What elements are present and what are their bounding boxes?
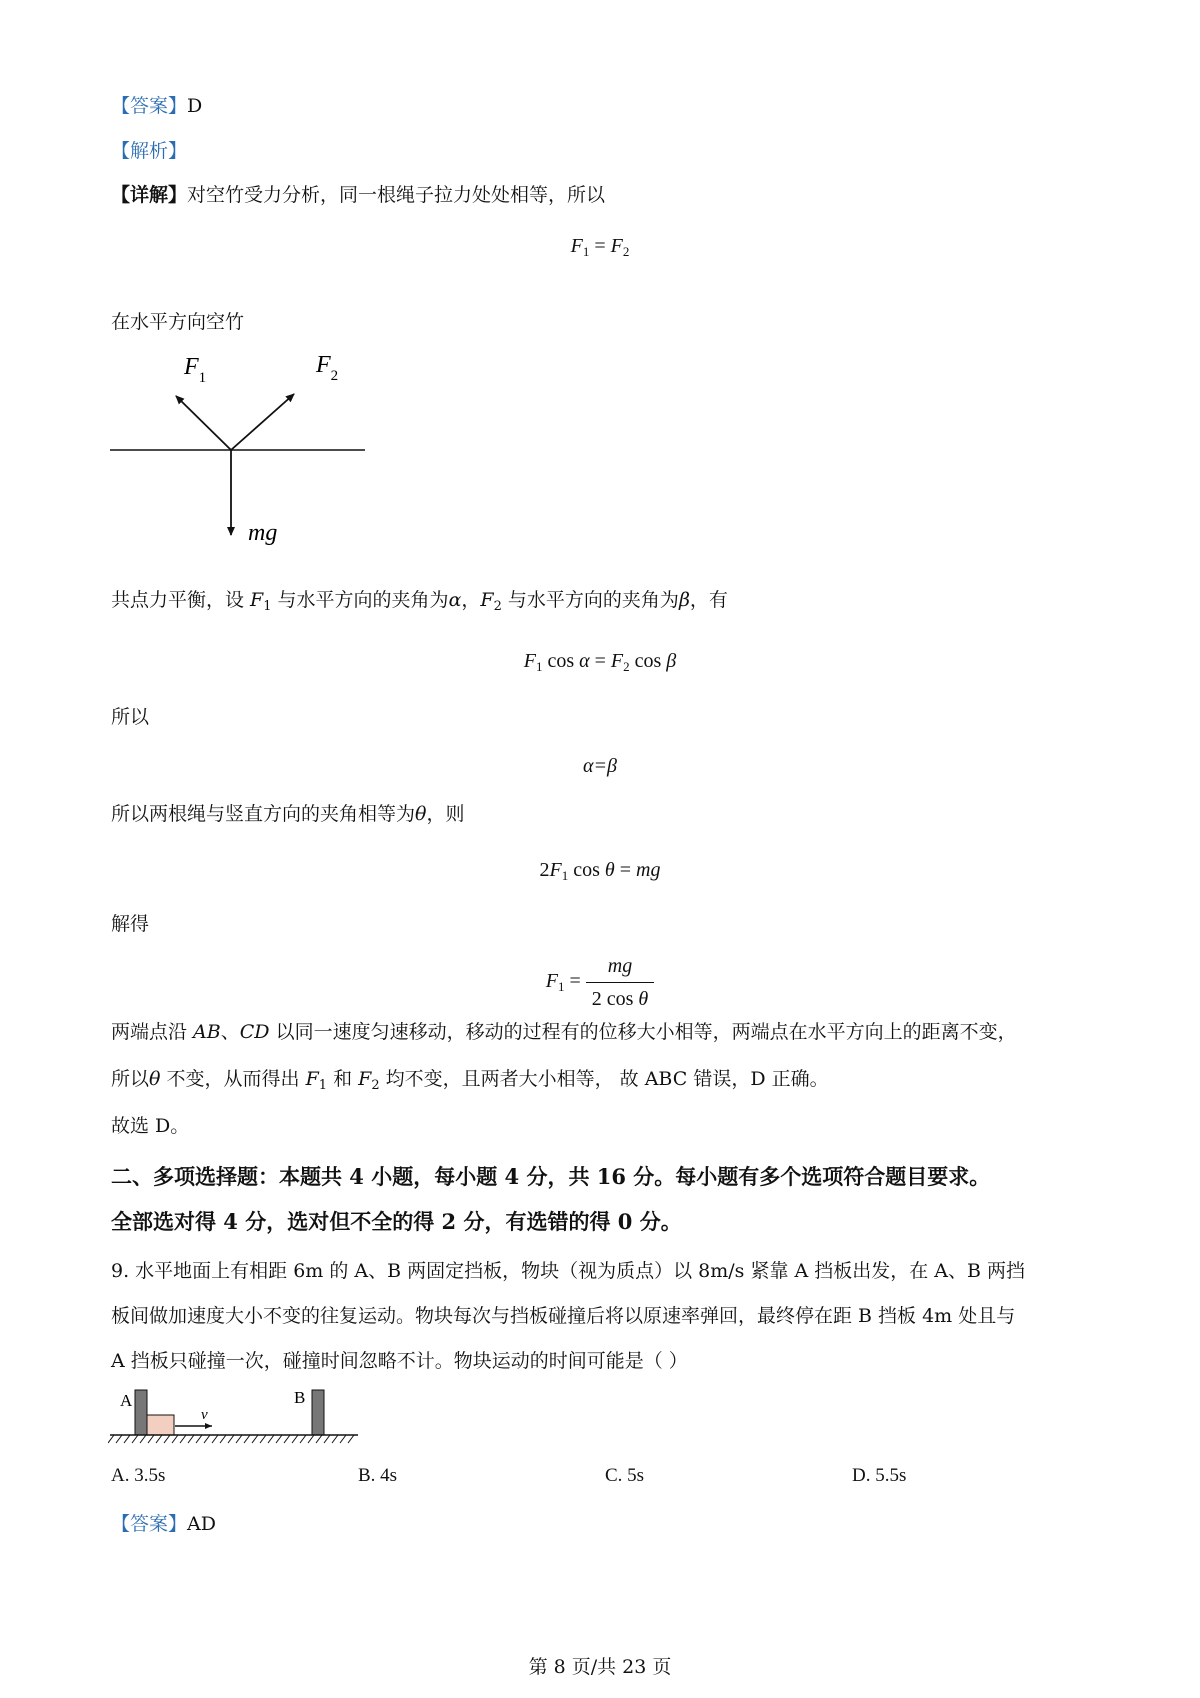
eq2-g: β <box>666 650 677 672</box>
eq2-e: F <box>610 650 624 672</box>
choose-text: 故选 D。 <box>111 1115 190 1137</box>
balance-f1: F <box>250 589 264 611</box>
balance-text <box>111 586 728 614</box>
horizontal-text: 在水平方向空竹 <box>111 311 245 333</box>
question-9-line-2: 板间做加速度大小不变的往复运动。物块每次与挡板碰撞后将以原速率弹回，最终停在距 B 挡板 4m 处且与 <box>111 1305 1016 1327</box>
detail-tag: 【详解】 <box>111 184 188 206</box>
f1-label: $F_1$ <box>184 354 207 386</box>
eq5-den-a: 2 cos <box>591 988 639 1010</box>
eq4-d: θ <box>604 859 615 881</box>
balance-p3: ， <box>461 589 481 611</box>
balance-alpha: α <box>448 589 462 611</box>
move1-ab: AB <box>193 1021 221 1043</box>
hatch-mark <box>148 1435 154 1443</box>
eq1-rhs: F <box>610 235 623 257</box>
eq4-c: cos <box>568 859 605 881</box>
hatch-mark <box>220 1435 226 1443</box>
answer-line <box>111 92 202 120</box>
eq5-lhs: F <box>545 970 558 993</box>
hatch-mark <box>332 1435 338 1443</box>
hatch-mark <box>276 1435 282 1443</box>
option-a: A. 3.5s <box>111 1465 166 1486</box>
ground-hatching <box>108 1435 354 1443</box>
answer-2-tag: 【答案】 <box>111 1513 188 1535</box>
detail-text: 对空竹受力分析，同一根绳子拉力处处相等，所以 <box>187 184 606 206</box>
answer-2-line <box>111 1510 216 1538</box>
question-9-diagram <box>108 1385 368 1447</box>
hatch-mark <box>180 1435 186 1443</box>
move2-f2: F <box>358 1068 372 1090</box>
hatch-mark <box>172 1435 178 1443</box>
barrier-b <box>312 1390 324 1435</box>
eq2-c: α <box>579 650 590 672</box>
eq5-numerator: mg <box>586 952 655 983</box>
balance-p4: 与水平方向的夹角为 <box>501 589 679 611</box>
balance-p2: 与水平方向的夹角为 <box>271 589 449 611</box>
move2-p2: 不变，从而得出 <box>160 1068 306 1090</box>
eq1-op: = <box>589 235 611 257</box>
label-a: A <box>120 1391 133 1410</box>
move2-theta: θ <box>149 1068 161 1090</box>
move2-p1: 所以 <box>111 1068 150 1090</box>
eq5-lhs-sub: 1 <box>557 979 565 995</box>
hatch-mark <box>252 1435 258 1443</box>
f1-arrow <box>176 396 231 450</box>
balance-f2: F <box>480 589 494 611</box>
eq2-f: cos <box>629 650 667 672</box>
hatch-mark <box>188 1435 194 1443</box>
section-title-line-1: 二、多项选择题：本题共 4 小题，每小题 4 分，共 16 分。每小题有多个选项符合题目要求。 <box>111 1164 991 1189</box>
eq5-den-b: θ <box>638 988 649 1010</box>
hatch-mark <box>228 1435 234 1443</box>
question-9-line-3: A 挡板只碰撞一次，碰撞时间忽略不计。物块运动的时间可能是（ ） <box>111 1350 688 1372</box>
section-title-line-2: 全部选对得 4 分，选对但不全的得 2 分，有选错的得 0 分。 <box>111 1209 682 1234</box>
hatch-mark <box>116 1435 122 1443</box>
page-footer: 第 8 页/共 23 页 <box>528 1656 672 1678</box>
hatch-mark <box>340 1435 346 1443</box>
hatch-mark <box>284 1435 290 1443</box>
equation-alpha-beta: α=β <box>583 755 617 777</box>
eq2-d: = <box>589 650 611 672</box>
barrier-a <box>135 1390 147 1435</box>
hatch-mark <box>292 1435 298 1443</box>
block <box>147 1415 174 1435</box>
label-b: B <box>294 1388 306 1407</box>
eq5-fraction <box>586 952 655 1013</box>
answer-2-value: AD <box>187 1513 216 1535</box>
eq2-e-sub: 2 <box>623 659 630 674</box>
balance-f1-sub: 1 <box>263 599 272 614</box>
hatch-mark <box>164 1435 170 1443</box>
question-9-line-1: 9. 水平地面上有相距 6m 的 A、B 两固定挡板，物块（视为质点）以 8m/s 紧靠 A 挡板出发，在 A、B 两挡 <box>111 1260 1026 1282</box>
hatch-mark <box>348 1435 354 1443</box>
label-v: v <box>201 1407 208 1423</box>
hatch-mark <box>260 1435 266 1443</box>
so-text: 所以 <box>111 706 150 728</box>
move2-f1: F <box>305 1068 319 1090</box>
theta-text <box>111 800 464 828</box>
theta-p2: ，则 <box>426 803 465 825</box>
move2-f2-sub: 2 <box>371 1078 380 1093</box>
equation-vertical-balance <box>0 856 1200 884</box>
eq4-b-sub: 1 <box>561 868 569 883</box>
theta-symbol: θ <box>415 803 427 825</box>
move2-p3: 和 <box>327 1068 359 1090</box>
hatch-mark <box>308 1435 314 1443</box>
hatch-mark <box>156 1435 162 1443</box>
move2-f1-sub: 1 <box>318 1078 328 1093</box>
hatch-mark <box>204 1435 210 1443</box>
hatch-mark <box>268 1435 274 1443</box>
theta-p1: 所以两根绳与竖直方向的夹角相等为 <box>111 803 416 825</box>
eq2-a: F <box>523 650 536 672</box>
eq2-b: cos <box>542 650 580 672</box>
option-c: C. 5s <box>605 1465 645 1486</box>
eq4-f: mg <box>636 859 661 881</box>
hatch-mark <box>124 1435 130 1443</box>
eq4-a: 2 <box>539 859 550 881</box>
balance-p1: 共点力平衡，设 <box>111 589 251 611</box>
equation-f1-solution <box>0 952 1200 1013</box>
f2-label: $F_2$ <box>316 352 339 384</box>
hatch-mark <box>244 1435 250 1443</box>
eq1-rhs-sub: 2 <box>622 244 630 259</box>
equation-horizontal-balance <box>0 647 1200 675</box>
solve-text: 解得 <box>111 913 150 935</box>
option-d: D. 5.5s <box>852 1465 907 1486</box>
balance-f2-sub: 2 <box>493 599 502 614</box>
move2-p4: 均不变，且两者大小相等， 故 ABC 错误，D 正确。 <box>379 1068 829 1090</box>
movement-text-2 <box>111 1065 829 1093</box>
move1-p1: 两端点沿 <box>111 1021 194 1043</box>
balance-p5: ，有 <box>689 589 728 611</box>
detail-line <box>111 181 605 209</box>
eq5-op: = <box>564 970 586 993</box>
hatch-mark <box>212 1435 218 1443</box>
eq4-b: F <box>549 859 562 881</box>
hatch-mark <box>324 1435 330 1443</box>
move1-p2: 以同一速度匀速移动，移动的过程有的位移大小相等，两端点在水平方向上的距离不变， <box>269 1021 1017 1043</box>
f2-arrow <box>231 394 294 450</box>
eq1-lhs: F <box>570 235 583 257</box>
eq4-e: = <box>614 859 637 881</box>
balance-beta: β <box>678 589 690 611</box>
hatch-mark <box>236 1435 242 1443</box>
hatch-mark <box>132 1435 138 1443</box>
option-b: B. 4s <box>358 1465 398 1486</box>
eq2-a-sub: 1 <box>535 659 543 674</box>
analysis-tag: 【解析】 <box>111 140 188 162</box>
movement-text-1 <box>111 1018 1017 1046</box>
hatch-mark <box>300 1435 306 1443</box>
hatch-mark <box>316 1435 322 1443</box>
move1-cd: CD <box>239 1021 270 1043</box>
hatch-mark <box>140 1435 146 1443</box>
equation-f1-equals-f2 <box>0 232 1200 260</box>
answer-value: D <box>187 95 203 117</box>
answer-tag: 【答案】 <box>111 95 188 117</box>
move1-sep: 、 <box>220 1021 240 1043</box>
force-diagram <box>100 350 380 555</box>
mg-label: mg <box>248 520 278 546</box>
hatch-mark <box>108 1435 114 1443</box>
hatch-mark <box>196 1435 202 1443</box>
eq1-lhs-sub: 1 <box>582 244 590 259</box>
